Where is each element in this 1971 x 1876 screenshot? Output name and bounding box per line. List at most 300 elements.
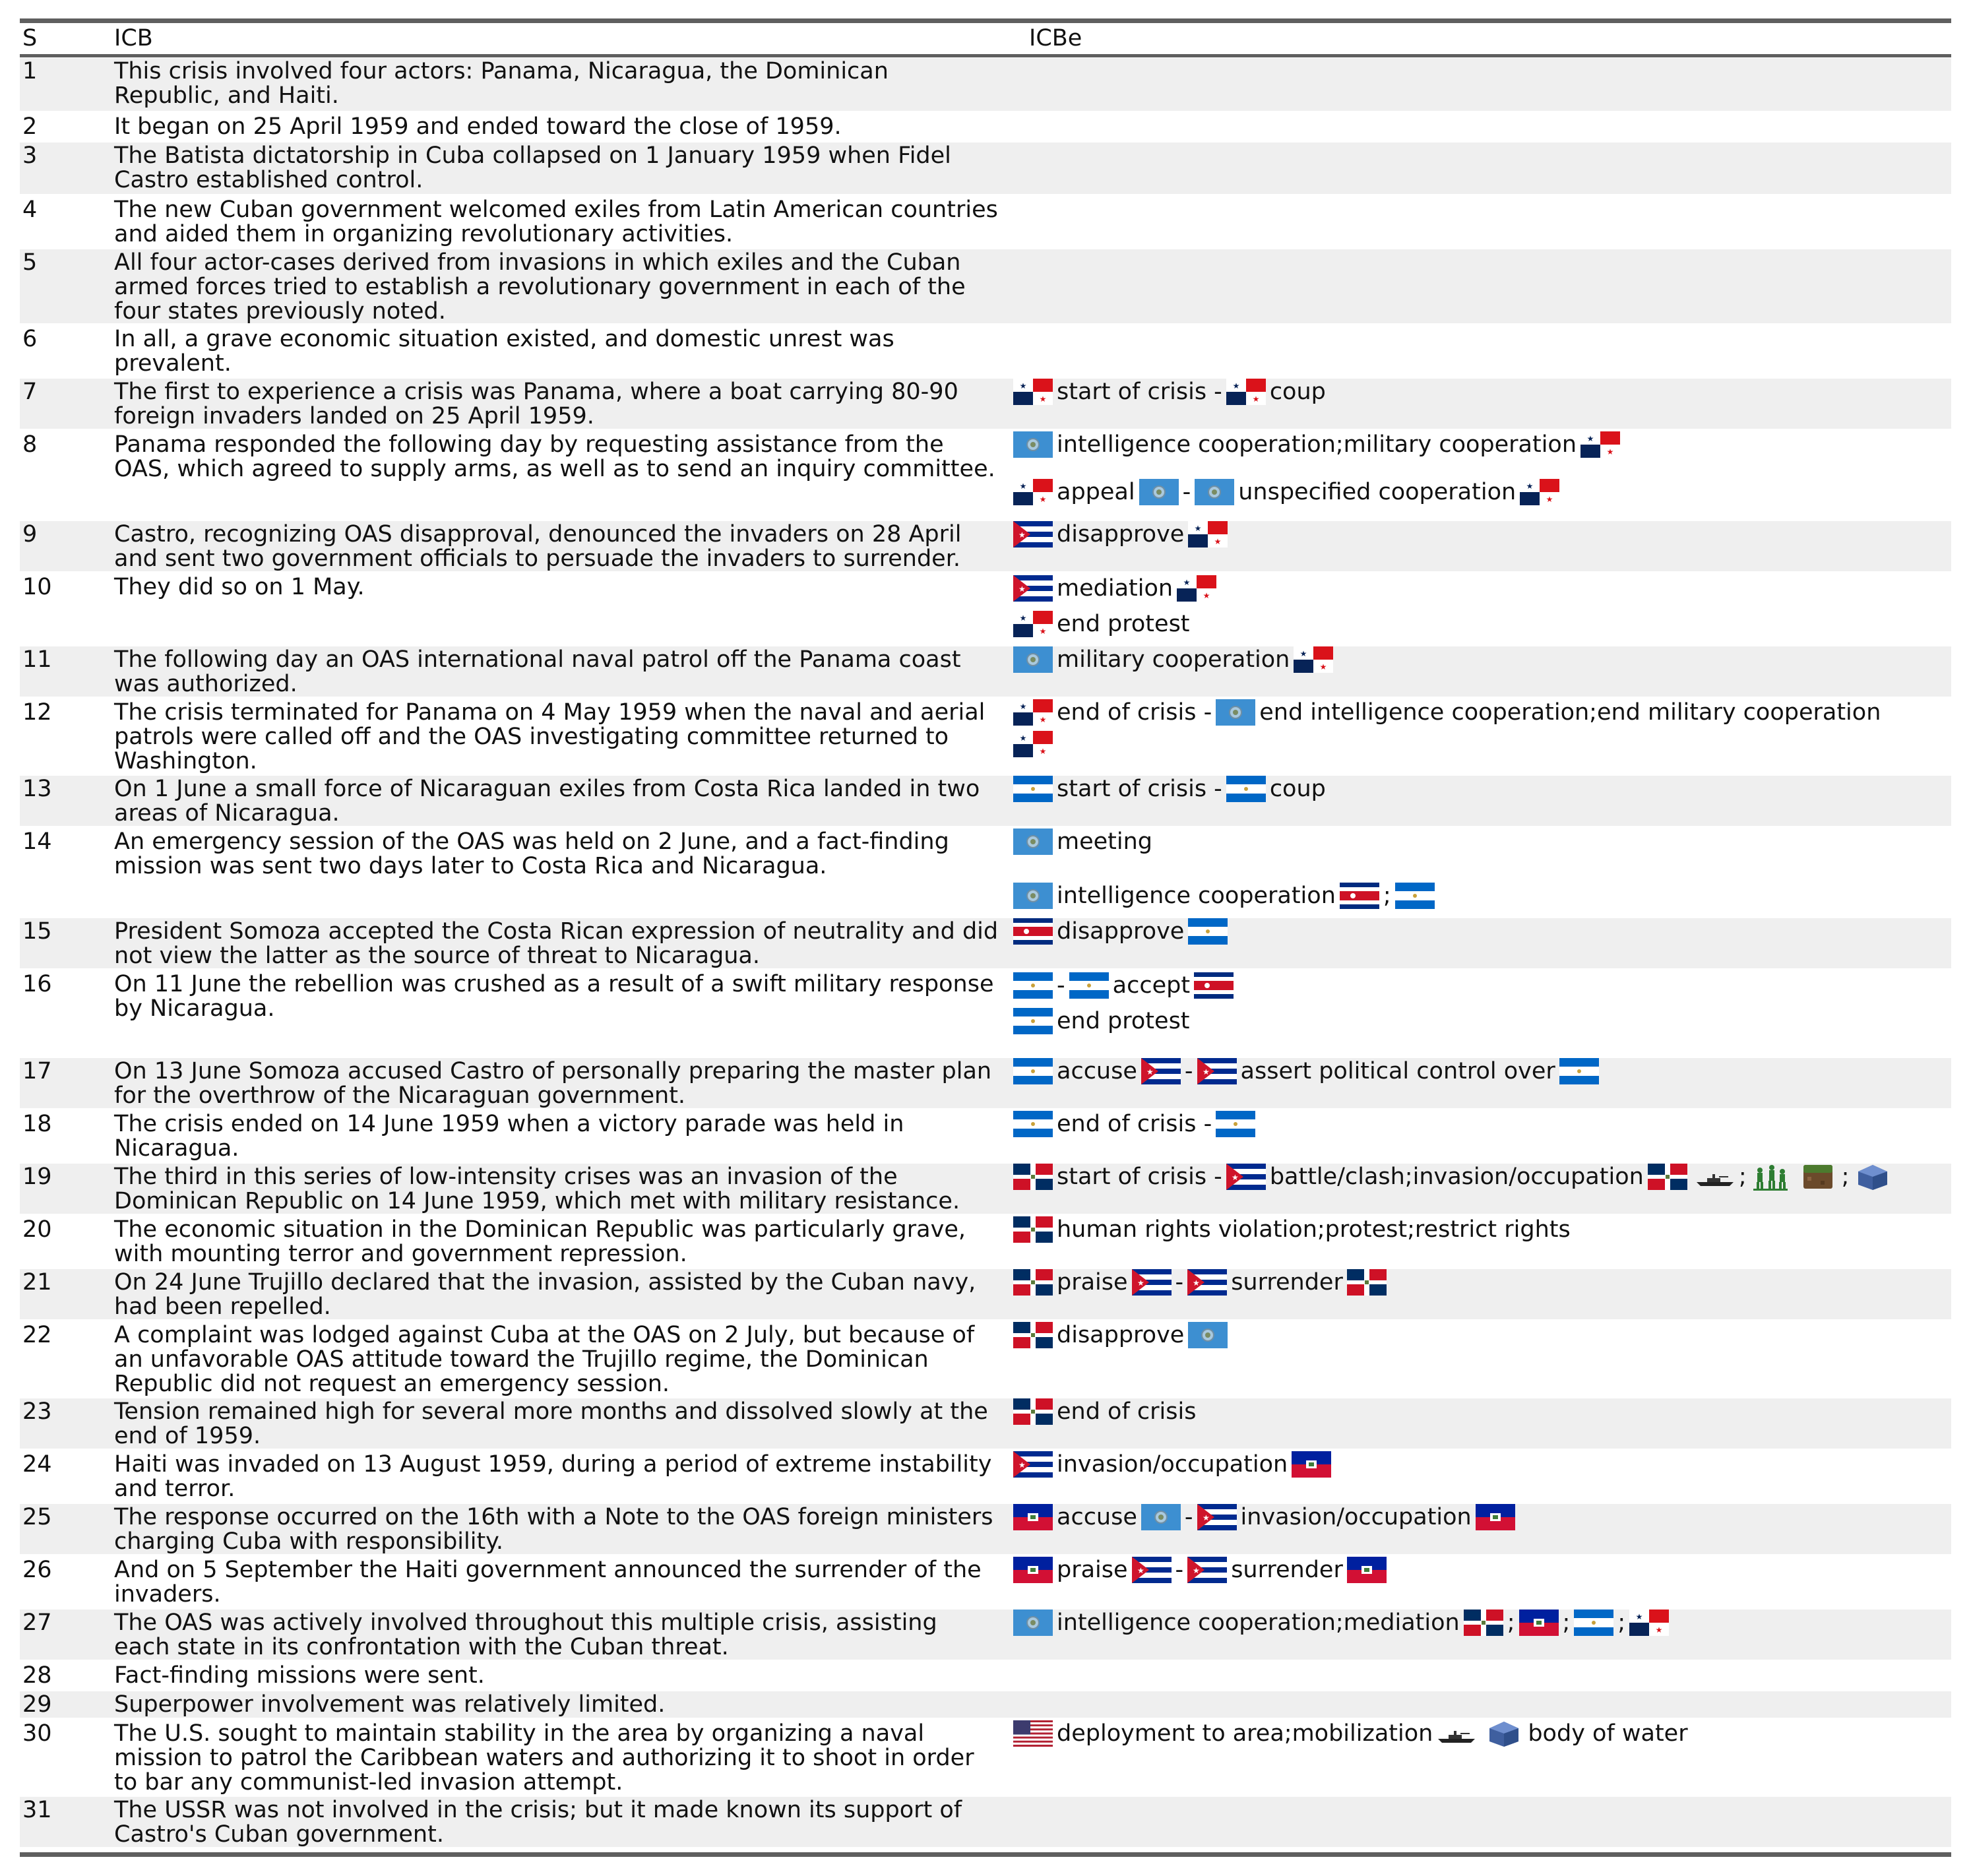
row-number: 12	[22, 699, 52, 726]
table-row	[20, 113, 1951, 140]
icbe-event	[1009, 966, 1237, 1005]
table-row	[20, 646, 1951, 697]
haiti-flag-icon	[1013, 1504, 1053, 1530]
icbe-text: accuse	[1057, 1503, 1137, 1530]
icb-sentence-line: The following day an OAS international naval patrol off the Panama coast	[114, 646, 961, 673]
row-number: 23	[22, 1398, 52, 1425]
icbe-event	[1009, 604, 1190, 644]
icb-sentence-line: The third in this series of low-intensity crises was an invasion of the	[114, 1164, 898, 1190]
icbe-text: human rights violation;protest;restrict rights	[1057, 1216, 1571, 1243]
icb-sentence-line: The U.S. sought to maintain stability in the area by organizing a naval	[114, 1720, 925, 1747]
table-row	[20, 326, 1951, 376]
icbe-event	[1009, 472, 1563, 512]
row-number: 29	[22, 1691, 52, 1718]
oas-flag-icon	[1013, 829, 1053, 855]
row-number: 9	[22, 521, 38, 547]
row-number: 26	[22, 1557, 52, 1583]
row-number: 20	[22, 1216, 52, 1243]
icb-sentence	[114, 198, 998, 247]
header-icb: ICB	[114, 25, 153, 51]
icbe-event	[1009, 1445, 1335, 1484]
svg-text:★: ★	[1232, 381, 1240, 391]
row-number: 10	[22, 574, 52, 600]
svg-text:★: ★	[1039, 394, 1047, 404]
header-s: S	[22, 25, 38, 51]
cuba-flag-icon	[1132, 1269, 1172, 1296]
icb-sentence-line: They did so on 1 May.	[114, 574, 365, 600]
table-row	[20, 1216, 1951, 1266]
table-row	[20, 142, 1951, 194]
svg-text:★: ★	[1183, 578, 1191, 587]
icbe-text: disapprove	[1057, 520, 1185, 547]
table-row	[20, 58, 1951, 111]
table-row	[20, 1662, 1951, 1689]
icb-sentence	[114, 648, 961, 697]
row-number: 19	[22, 1164, 52, 1190]
icb-sentence-line: prevalent.	[114, 350, 232, 377]
icbe-text: -	[1175, 1556, 1184, 1583]
icbe-text: end of crisis -	[1057, 699, 1212, 726]
cuba-flag-icon	[1013, 1451, 1053, 1478]
icb-sentence-line: for the overthrow of the Nicaraguan government.	[114, 1082, 686, 1109]
icbe-event	[1009, 1263, 1391, 1302]
icbe-text: coup	[1269, 775, 1326, 802]
icb-sentence-line: areas of Nicaragua.	[114, 800, 340, 827]
panama-flag-icon	[1013, 611, 1053, 637]
svg-text:★: ★	[1019, 734, 1027, 743]
haiti-flag-icon	[1292, 1451, 1331, 1478]
icb-sentence-line: On 11 June the rebellion was crushed as a result of a swift military response	[114, 971, 994, 997]
icb-sentence-line: was authorized.	[114, 671, 297, 697]
svg-text:★: ★	[1193, 1566, 1200, 1575]
icbe-text: -	[1184, 1503, 1193, 1530]
cuba-flag-icon	[1197, 1058, 1237, 1084]
row-number: 18	[22, 1111, 52, 1137]
icb-sentence	[114, 59, 889, 108]
icb-sentence-line: charging Cuba with responsibility.	[114, 1528, 504, 1555]
icbe-text: military cooperation	[1057, 646, 1290, 673]
dominican-flag-icon	[1013, 1164, 1053, 1190]
svg-text:★: ★	[1039, 627, 1047, 636]
oas-flag-icon	[1141, 1504, 1181, 1530]
icb-sentence	[114, 1722, 974, 1795]
cuba-flag-icon	[1141, 1058, 1181, 1084]
icbe-text: ;	[1507, 1609, 1515, 1636]
icbe-text: -	[1175, 1268, 1184, 1296]
row-number: 13	[22, 776, 52, 802]
icb-sentence	[114, 972, 994, 1021]
svg-text:★: ★	[1299, 649, 1307, 658]
svg-text:★: ★	[1202, 1067, 1210, 1077]
icb-sentence-line: Superpower involvement was relatively limited.	[114, 1691, 666, 1718]
row-number: 31	[22, 1797, 52, 1823]
svg-text:★: ★	[1546, 495, 1553, 504]
cuba-flag-icon	[1132, 1557, 1172, 1583]
water-icon	[1484, 1719, 1524, 1748]
svg-text:★: ★	[1019, 381, 1027, 391]
ship-icon	[1437, 1719, 1476, 1748]
svg-text:★: ★	[1018, 1460, 1026, 1470]
nicaragua-flag-icon	[1013, 972, 1053, 999]
cuba-flag-icon	[1187, 1269, 1227, 1296]
icbe-text: end protest	[1057, 1007, 1190, 1034]
row-number: 1	[22, 58, 38, 84]
icbe-event	[1009, 1001, 1190, 1041]
cuba-flag-icon	[1013, 521, 1053, 547]
row-number: 27	[22, 1610, 52, 1636]
icb-sentence	[114, 1664, 485, 1688]
table-row	[20, 521, 1951, 571]
icbe-text: coup	[1269, 378, 1326, 405]
icb-sentence-line: each state in its confrontation with the Cuban threat.	[114, 1634, 729, 1660]
row-number: 6	[22, 326, 38, 352]
haiti-flag-icon	[1013, 1557, 1053, 1583]
icbe-event	[1009, 769, 1326, 809]
dominican-flag-icon	[1013, 1322, 1053, 1348]
row-number: 3	[22, 142, 38, 169]
svg-text:★: ★	[1137, 1566, 1144, 1575]
icb-sentence	[114, 701, 985, 774]
icbe-text: start of crisis -	[1057, 775, 1222, 802]
nicaragua-flag-icon	[1013, 1111, 1053, 1137]
icbe-text: start of crisis -	[1057, 378, 1222, 405]
icbe-text: -	[1057, 972, 1065, 999]
icbe-text: meeting	[1057, 828, 1153, 855]
icb-sentence-line: All four actor-cases derived from invasions in which exiles and the Cuban	[114, 249, 961, 276]
table-header-rule	[20, 54, 1951, 57]
icbe-event	[1009, 1104, 1259, 1144]
icbe-text: disapprove	[1057, 1321, 1185, 1348]
cuba-flag-icon	[1226, 1164, 1266, 1190]
icb-sentence-line: OAS, which agreed to supply arms, as well as to send an inquiry committee.	[114, 456, 995, 482]
icbe-event	[1009, 1210, 1571, 1249]
icbe-event	[1009, 1603, 1673, 1642]
row-number: 30	[22, 1720, 52, 1747]
icbe-text: end intelligence cooperation;end military cooperation	[1259, 699, 1881, 726]
icb-sentence-line: The USSR was not involved in the crisis; but it made known its support of	[114, 1797, 962, 1823]
oas-flag-icon	[1013, 431, 1053, 458]
nicaragua-flag-icon	[1013, 1008, 1053, 1034]
dominican-flag-icon	[1013, 1398, 1053, 1425]
svg-text:★: ★	[1194, 524, 1202, 533]
icbe-text: battle/clash;invasion/occupation	[1269, 1163, 1644, 1190]
panama-flag-icon	[1013, 699, 1053, 726]
svg-text:★: ★	[1137, 1278, 1144, 1288]
icb-sentence-line: Republic did not request an emergency session.	[114, 1371, 670, 1397]
oas-flag-icon	[1013, 883, 1053, 909]
svg-text:★: ★	[1019, 613, 1027, 623]
icbe-text: deployment to area;mobilization	[1057, 1720, 1433, 1747]
svg-text:★: ★	[1039, 747, 1047, 756]
icb-sentence-line: with mounting terror and government repression.	[114, 1241, 687, 1267]
icb-sentence	[114, 1218, 966, 1266]
icbe-text: end of crisis	[1057, 1398, 1197, 1425]
water-icon	[1853, 1162, 1893, 1191]
svg-text:★: ★	[1586, 434, 1594, 443]
icbe-event	[1009, 515, 1232, 554]
icbe-text: mediation	[1057, 575, 1173, 602]
panama-flag-icon	[1520, 479, 1559, 505]
table-row	[20, 971, 1951, 1055]
icb-sentence-line: Republic, and Haiti.	[114, 82, 339, 109]
icbe-text: intelligence cooperation	[1057, 882, 1336, 909]
icb-sentence-line: four states previously noted.	[114, 298, 446, 325]
icb-sentence	[114, 327, 894, 376]
svg-text:★: ★	[1039, 715, 1047, 724]
svg-text:★: ★	[1193, 1278, 1200, 1288]
icbe-event	[1009, 1315, 1232, 1355]
icb-sentence	[114, 1059, 991, 1108]
icbe-text: ;	[1383, 882, 1391, 909]
row-number: 8	[22, 431, 38, 458]
icb-sentence-line: and terror.	[114, 1476, 235, 1502]
icb-sentence-line: to bar any communist-led invasion attempt.	[114, 1769, 623, 1796]
nicaragua-flag-icon	[1069, 972, 1109, 999]
row-number: 22	[22, 1322, 52, 1348]
icbe-text: ;	[1562, 1609, 1571, 1636]
icb-sentence-line: A complaint was lodged against Cuba at the OAS on 2 July, but because of	[114, 1322, 975, 1348]
haiti-flag-icon	[1476, 1504, 1515, 1530]
icb-sentence-line: The new Cuban government welcomed exiles from Latin American countries	[114, 197, 998, 223]
icb-sentence-line: and sent two government officials to persuade the invaders to surrender.	[114, 546, 961, 572]
icb-sentence-line: And on 5 September the Haiti government announced the surrender of the	[114, 1557, 982, 1583]
icb-sentence-line: invaders.	[114, 1581, 221, 1608]
icb-sentence	[114, 380, 958, 429]
svg-text:★: ★	[1039, 495, 1047, 504]
dominican-flag-icon	[1648, 1164, 1687, 1190]
icb-sentence-line: Castro established control.	[114, 167, 423, 193]
icbe-text: body of water	[1528, 1720, 1688, 1747]
table-row	[20, 379, 1951, 429]
icbe-event	[1009, 1051, 1603, 1091]
icbe-text: end protest	[1057, 610, 1190, 637]
nicaragua-flag-icon	[1574, 1610, 1613, 1636]
icb-sentence	[114, 1558, 982, 1607]
nicaragua-flag-icon	[1559, 1058, 1599, 1084]
cuba-flag-icon	[1197, 1504, 1237, 1530]
icbe-event	[1009, 1714, 1688, 1753]
icb-sentence-line: The OAS was actively involved throughout this multiple crisis, assisting	[114, 1610, 937, 1636]
costarica-flag-icon	[1013, 918, 1053, 945]
icb-sentence-line: foreign invaders landed on 25 April 1959.	[114, 403, 594, 429]
svg-text:★: ★	[1635, 1612, 1643, 1621]
icb-sentence-line: The Batista dictatorship in Cuba collapsed on 1 January 1959 when Fidel	[114, 142, 951, 169]
svg-text:★: ★	[1214, 537, 1222, 546]
icbe-text: surrender	[1231, 1556, 1343, 1583]
nicaragua-flag-icon	[1013, 776, 1053, 802]
ship-icon	[1695, 1162, 1735, 1191]
oas-flag-icon	[1139, 479, 1179, 505]
oas-flag-icon	[1188, 1322, 1228, 1348]
icb-sentence	[114, 522, 961, 571]
icb-sentence	[114, 1505, 993, 1554]
table-row	[20, 918, 1951, 968]
icbe-text: intelligence cooperation;military cooperation	[1057, 431, 1577, 458]
icbe-event	[1009, 569, 1220, 608]
costarica-flag-icon	[1194, 972, 1234, 999]
icbe-text: ;	[1738, 1163, 1747, 1190]
icb-sentence	[114, 830, 949, 879]
icb-sentence-line: Nicaragua.	[114, 1135, 239, 1162]
icb-sentence-line: patrols were called off and the OAS investigating committee returned to	[114, 724, 949, 750]
icb-sentence	[114, 1798, 962, 1847]
icbe-event	[1009, 1497, 1519, 1537]
table-row	[20, 1269, 1951, 1319]
icbe-text: -	[1182, 478, 1191, 505]
svg-text:★: ★	[1203, 591, 1210, 600]
dominican-flag-icon	[1013, 1216, 1053, 1243]
icb-sentence	[114, 433, 995, 482]
icbe-text: accuse	[1057, 1057, 1137, 1084]
table-row	[20, 1058, 1951, 1108]
icb-sentence	[114, 1165, 960, 1214]
icb-sentence	[114, 144, 951, 193]
row-number: 15	[22, 918, 52, 945]
icbe-text: praise	[1057, 1556, 1128, 1583]
icbe-text: start of crisis -	[1057, 1163, 1222, 1190]
icbe-text: assert political control over	[1240, 1057, 1555, 1084]
table-row	[20, 1797, 1951, 1847]
panama-flag-icon	[1177, 575, 1216, 602]
icbe-event	[1009, 1392, 1196, 1431]
svg-text:★: ★	[1252, 394, 1260, 404]
row-number: 5	[22, 249, 38, 276]
icbe-event	[1009, 693, 1881, 732]
icb-sentence-line: On 1 June a small force of Nicaraguan exiles from Costa Rica landed in two	[114, 776, 980, 802]
row-number: 7	[22, 379, 38, 405]
icb-sentence-line: not view the latter as the source of threat to Nicaragua.	[114, 943, 761, 969]
icb-sentence-line: by Nicaragua.	[114, 995, 275, 1022]
cuba-flag-icon	[1013, 575, 1053, 602]
row-number: 11	[22, 646, 52, 673]
panama-flag-icon	[1013, 479, 1053, 505]
icb-sentence-line: The response occurred on the 16th with a Note to the OAS foreign ministers	[114, 1504, 993, 1530]
row-number: 17	[22, 1058, 52, 1084]
icb-sentence-line: armed forces tried to establish a revolutionary government in each of the	[114, 274, 966, 300]
icb-sentence-line: had been repelled.	[114, 1294, 331, 1320]
svg-text:★: ★	[1319, 662, 1327, 672]
table-row	[20, 1322, 1951, 1396]
icb-sentence-line: end of 1959.	[114, 1423, 261, 1449]
panama-flag-icon	[1226, 379, 1266, 405]
icb-sentence-line: On 24 June Trujillo declared that the invasion, assisted by the Cuban navy,	[114, 1269, 976, 1296]
icb-sentence-line: An emergency session of the OAS was held on 2 June, and a fact-finding	[114, 829, 949, 855]
icb-sentence-line: mission was sent two days later to Costa Rica and Nicaragua.	[114, 853, 827, 879]
icb-sentence-line: This crisis involved four actors: Panama, Nicaragua, the Dominican	[114, 58, 889, 84]
panama-flag-icon	[1629, 1610, 1669, 1636]
icb-sentence-line: The crisis ended on 14 June 1959 when a victory parade was held in	[114, 1111, 904, 1137]
oas-flag-icon	[1216, 699, 1255, 726]
icbe-text: invasion/occupation	[1057, 1451, 1288, 1478]
icbe-text: unspecified cooperation	[1238, 478, 1517, 505]
icb-sentence	[114, 1270, 976, 1319]
table-row	[20, 1557, 1951, 1607]
icb-sentence-line: It began on 25 April 1959 and ended toward the close of 1959.	[114, 113, 842, 140]
icbe-event	[1009, 1550, 1391, 1590]
icbe-event	[1009, 724, 1057, 764]
svg-text:★: ★	[1202, 1513, 1210, 1522]
table-row	[20, 1451, 1951, 1501]
row-number: 14	[22, 829, 52, 855]
table-row	[20, 574, 1951, 644]
icbe-text: ;	[1841, 1163, 1850, 1190]
icbe-event	[1009, 912, 1232, 951]
svg-text:★: ★	[1606, 447, 1614, 456]
icb-sentence-line: mission to patrol the Caribbean waters and authorizing it to shoot in order	[114, 1745, 974, 1771]
icb-sentence-line: On 13 June Somoza accused Castro of personally preparing the master plan	[114, 1058, 992, 1084]
icb-sentence-line: In all, a grave economic situation existed, and domestic unrest was	[114, 326, 894, 352]
icb-sentence	[114, 1453, 991, 1501]
oas-flag-icon	[1195, 479, 1234, 505]
icb-sentence	[114, 115, 842, 139]
icbe-event	[1009, 372, 1326, 412]
icb-sentence-line: The crisis terminated for Panama on 4 May 1959 when the naval and aerial	[114, 699, 986, 726]
row-number: 21	[22, 1269, 52, 1296]
table-row	[20, 1111, 1951, 1161]
icbe-text: appeal	[1057, 478, 1135, 505]
table-row	[20, 1398, 1951, 1449]
icbe-text: end of crisis -	[1057, 1110, 1212, 1137]
icb-sentence	[114, 777, 980, 826]
icb-sentence	[114, 1693, 665, 1717]
icbe-event	[1009, 876, 1439, 916]
icbe-event	[1009, 640, 1337, 679]
table-top-rule	[20, 18, 1951, 23]
icb-sentence	[114, 920, 998, 968]
icbe-text: -	[1184, 1057, 1193, 1084]
table-row	[20, 1504, 1951, 1554]
costarica-flag-icon	[1340, 883, 1379, 909]
svg-text:★: ★	[1019, 482, 1027, 491]
panama-flag-icon	[1188, 521, 1228, 547]
dominican-flag-icon	[1347, 1269, 1387, 1296]
icbe-text: invasion/occupation	[1240, 1503, 1472, 1530]
panama-flag-icon	[1294, 646, 1333, 673]
icbe-text: praise	[1057, 1268, 1128, 1296]
cuba-flag-icon	[1187, 1557, 1227, 1583]
icb-sentence-line: The economic situation in the Dominican Republic was particularly grave,	[114, 1216, 966, 1243]
icb-sentence-line: Castro, recognizing OAS disapproval, denounced the invaders on 28 April	[114, 521, 962, 547]
haiti-flag-icon	[1347, 1557, 1387, 1583]
svg-text:★: ★	[1018, 584, 1026, 594]
nicaragua-flag-icon	[1188, 918, 1228, 945]
icbe-event	[1009, 425, 1624, 464]
table-row	[20, 776, 1951, 826]
icb-sentence-line: Fact-finding missions were sent.	[114, 1662, 485, 1689]
icb-sentence	[114, 1112, 904, 1161]
svg-text:★: ★	[1655, 1625, 1663, 1635]
icbe-text: accept	[1112, 972, 1191, 999]
icb-sentence-line: Tension remained high for several more months and dissolved slowly at the	[114, 1398, 988, 1425]
icb-sentence	[114, 575, 365, 600]
table-row	[20, 197, 1951, 247]
svg-text:★: ★	[1019, 702, 1027, 711]
panama-flag-icon	[1580, 431, 1620, 458]
nicaragua-flag-icon	[1226, 776, 1266, 802]
row-number: 4	[22, 197, 38, 223]
icbe-event	[1009, 822, 1152, 861]
svg-text:★: ★	[1018, 530, 1026, 540]
icb-sentence-line: Dominican Republic on 14 June 1959, which met with military resistance.	[114, 1188, 960, 1214]
row-number: 2	[22, 113, 38, 140]
icb-sentence-line: an unfavorable OAS attitude toward the Trujillo regime, the Dominican	[114, 1346, 929, 1373]
icb-sentence-line: Panama responded the following day by requesting assistance from the	[114, 431, 944, 458]
icbe-text: disapprove	[1057, 918, 1185, 945]
soldiers-icon	[1751, 1162, 1790, 1191]
dominican-flag-icon	[1013, 1269, 1053, 1296]
row-number: 24	[22, 1451, 52, 1478]
table-row	[20, 829, 1951, 916]
